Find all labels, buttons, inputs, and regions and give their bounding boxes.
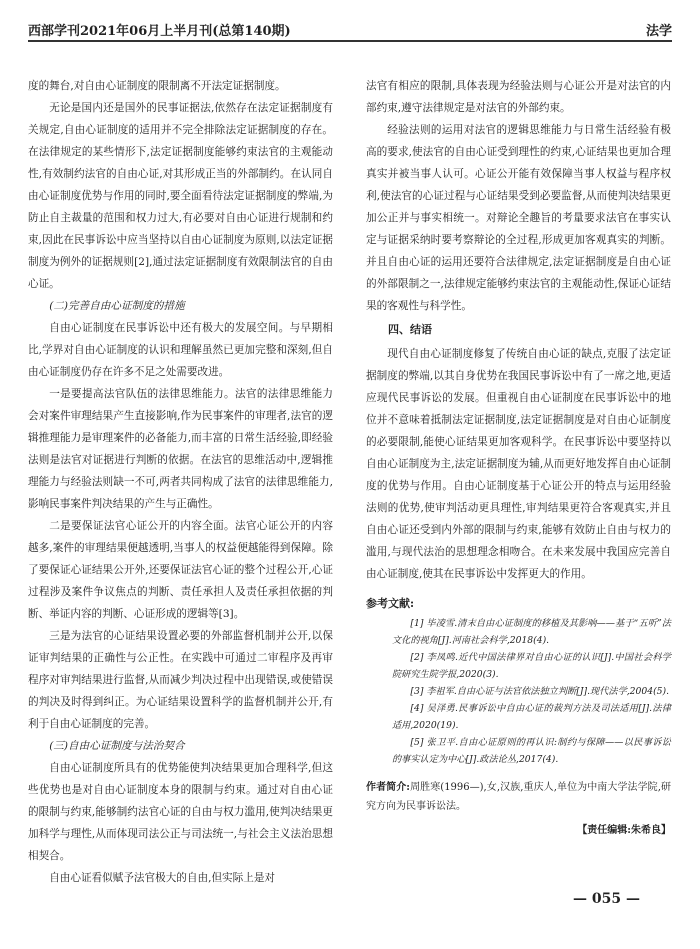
section-heading: 四、结语 xyxy=(388,323,432,336)
section-label: 法学 xyxy=(645,24,672,39)
right-paragraphs xyxy=(366,75,671,585)
page-number: — 055 — xyxy=(573,891,640,907)
reference-item: [1] 毕凌雪.清末自由心证制度的移植及其影响——基于“五听”法文化的视角[J].河南社会科学,2018(4). xyxy=(392,618,671,646)
reference-item: [3] 李祖军.自由心证与法官依法独立判断[J].现代法学,2004(5). xyxy=(410,686,670,697)
author-bio xyxy=(366,778,671,816)
reference-item: [2] 李凤鸣.近代中国法律界对自由心证的认识[J].中国社会科学院研究生院学报,2020(3). xyxy=(392,652,671,680)
author-bio-label: 作者简介: xyxy=(366,782,410,793)
reference-item: [5] 张卫平.自由心证原则的再认识:制约与保障——以民事诉讼的事实认定为中心[J].政法论丛,2017(4). xyxy=(392,737,671,765)
section-subheading: (三)自由心证制度与法治契合 xyxy=(49,740,185,752)
body-paragraph: 经验法则的运用对法官的逻辑思维能力与日常生活经验有极高的要求,使法官的自由心证受到理性的约束,心证结果也更加合理真实并被当事人认可。心证公开能有效保障当事人权益与程序权利,使法官的心证过程与心证结果受到必要监督,从而使判决结果更加公正并与事实相统一。对辩论全趣旨的考量要求法官在事实认定与证据采纳时要考察辩论的全过程,形成更加客观真实的判断。并且自由心证的运用还要符合法律规定,法定证据制度是自由心证的外部限制之一,法律规定能够约束法官的主观能动性,保证心证结果的客观性与科学性。 xyxy=(366,124,671,312)
body-paragraph: 二是要保证法官心证公开的内容全面。法官心证公开的内容越多,案件的审理结果便越透明,当事人的权益便越能得到保障。除了要保证心证结果公开外,还要保证法官心证的整个过程公开,心证过程涉及案件争议焦点的判断、责任承担人及责任承担依据的判断、举证内容的判断、心证形成的逻辑等[3]。 xyxy=(28,520,333,620)
body-paragraph: 度的舞台,对自由心证制度的限制离不开法定证据制度。 xyxy=(28,80,286,92)
section-subheading: (二)完善自由心证制度的措施 xyxy=(49,300,185,312)
body-paragraph: 自由心证看似赋予法官极大的自由,但实际上是对 xyxy=(49,872,276,884)
editor-credit: 【责任编辑:朱希良】 xyxy=(577,825,671,836)
reference-item: [4] 吴泽勇.民事诉讼中自由心证的裁判方法及司法适用[J].法律适用,2020(19). xyxy=(392,703,671,731)
body-paragraph: 三是为法官的心证结果设置必要的外部监督机制并公开,以保证审判结果的正确性与公正性。在实践中可通过二审程序及再审程序对审判结果进行监督,从而减少判决过程中出现错误,或使错误的判决及时得到纠正。为心证结果设置科学的监督机制并公开,有利于自由心证制度的完善。 xyxy=(28,630,333,730)
body-paragraph: 自由心证制度所具有的优势能使判决结果更加合理科学,但这些优势也是对自由心证制度本身的限制与约束。通过对自由心证的限制与约束,能够制约法官心证的自由与权力滥用,使判决结果更加科学与理性,从而体现司法公正与司法统一,与社会主义法治思想相契合。 xyxy=(28,762,333,862)
body-paragraph: 现代自由心证制度修复了传统自由心证的缺点,克服了法定证据制度的弊端,以其自身优势在我国民事诉讼中有了一席之地,更适应现代民事诉讼的发展。但重视自由心证制度在民事诉讼中的地位并不意味着抵制法定证据制度,法定证据制度是对自由心证制度的必要限制,能使心证结果更加客观科学。在民事诉讼中要坚持以自由心证制度为主,法定证据制度为辅,从而更好地发挥自由心证制度的优势与作用。自由心证制度基于心证公开的特点与运用经验法则的优势,使审判活动更具理性,审判结果更符合客观真实,并且自由心证还受到内外部的限制与约束,能够有效防止自由与权力的滥用,与现代法治的思想理念相吻合。在未来发展中我国应完善自由心证制度,使其在民事诉讼中发挥更大的作用。 xyxy=(366,348,671,580)
body-paragraph: 一是要提高法官队伍的法律思维能力。法官的法律思维能力会对案件审理结果产生直接影响,作为民事案件的审理者,法官的逻辑推理能力是审理案件的必备能力,而丰富的日常生活经验,即经验法则是法官对证据进行判断的依据。在法官的思维活动中,逻辑推理能力与经验法则缺一不可,两者共同构成了法官的法律思维能力,影响民事案件判决结果的产生与正确性。 xyxy=(28,388,333,510)
body-paragraph: 自由心证制度在民事诉讼中还有极大的发展空间。与早期相比,学界对自由心证制度的认识和理解虽然已更加完整和深刻,但自由心证制度仍存在许多不足之处需要改进。 xyxy=(28,322,333,378)
references-list xyxy=(366,615,671,768)
left-column xyxy=(28,75,333,884)
journal-title: 西部学刊2021年06月上半月刊(总第140期) xyxy=(28,24,291,39)
author-bio-text: 周胜寒(1996—),女,汉族,重庆人,单位为中南大学法学院,研究方向为民事诉讼法。 xyxy=(366,782,671,812)
page-header xyxy=(28,18,672,42)
right-column xyxy=(366,75,671,865)
body-paragraph: 无论是国内还是国外的民事证据法,依然存在法定证据制度有关规定,自由心证制度的适用并不完全排除法定证据制度的存在。在法律规定的某些情形下,法定证据制度能够约束法官的主观能动性,有效制约法官的自由心证,对其形成正当的外部制约。在认同自由心证制度优势与作用的同时,要全面看待法定证据制度的弊端,为防止自主裁量的范围和权力过大,有必要对自由心证进行规制和约束,因此在民事诉讼中应当坚持以自由心证制度为原则,以法定证据制度为例外的证据规则[2],通过法定证据制度有效限制法官的自由心证。 xyxy=(28,102,333,290)
references-title: 参考文献: xyxy=(366,597,415,610)
body-paragraph: 法官有相应的限制,具体表现为经验法则与心证公开是对法官的内部约束,遵守法律规定是对法官的外部约束。 xyxy=(366,80,671,114)
